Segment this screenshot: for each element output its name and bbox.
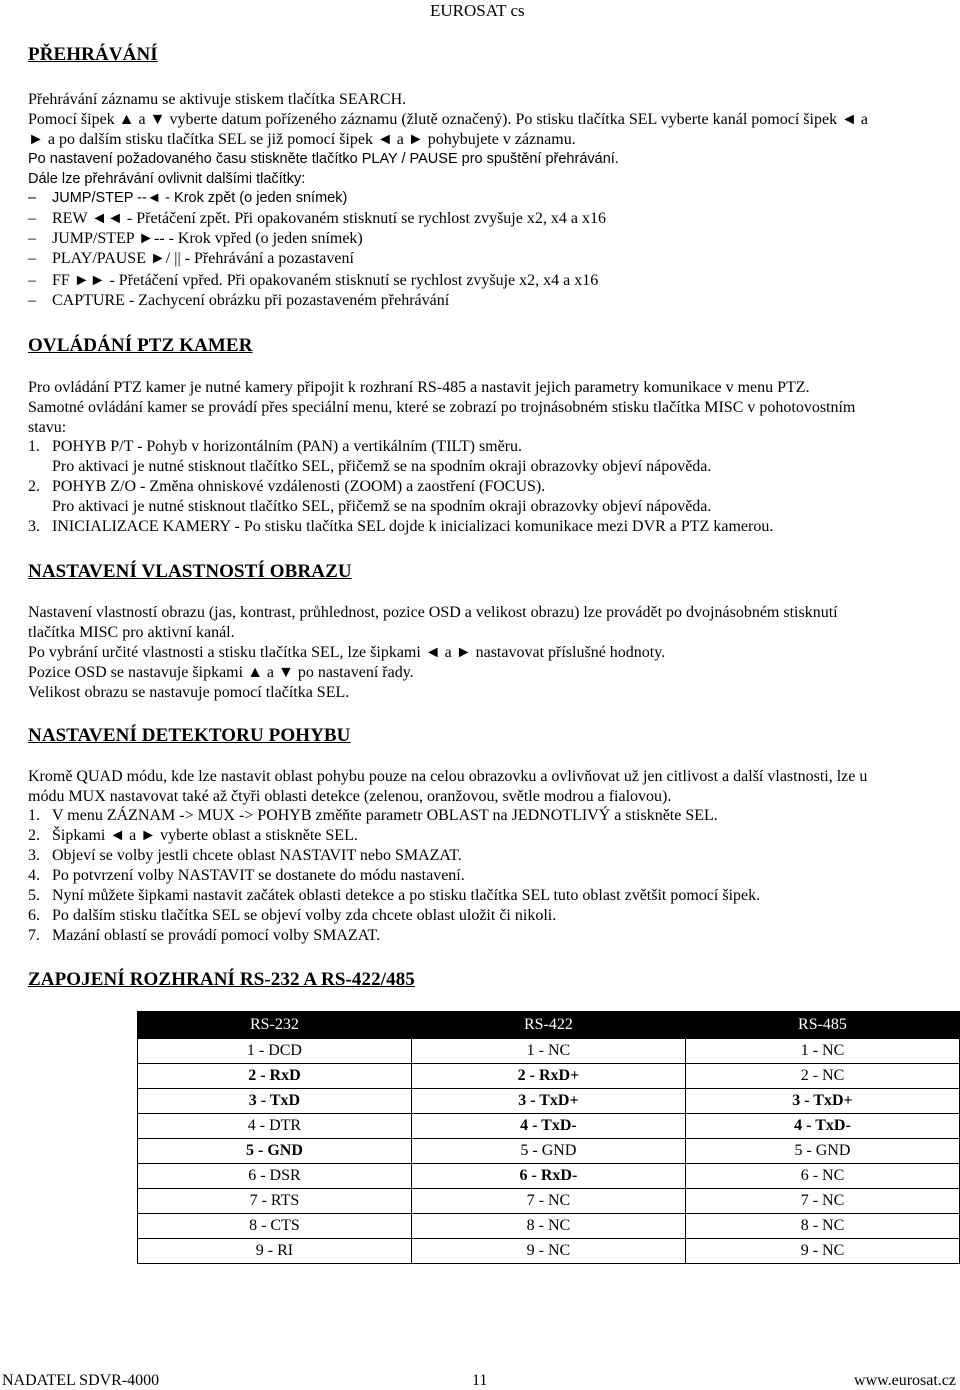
section-title-rs: ZAPOJENÍ ROZHRANÍ RS-232 A RS-422/485: [28, 969, 415, 990]
motion-step: 2. Šipkami ◄ a ► vyberte oblast a stiskněte SEL.: [28, 827, 358, 844]
table-cell: 1 - NC: [685, 1039, 959, 1064]
table-cell: 9 - NC: [411, 1239, 685, 1264]
ptz-item-3: 3. INICIALIZACE KAMERY - Po stisku tlačítka SEL dojde k inicializaci komunikace mezi DVR a PTZ kamerou.: [28, 518, 774, 535]
ptz-text-1: Pro ovládání PTZ kamer je nutné kamery připojit k rozhraní RS-485 a nastavit jejich parametry komunikace v menu PTZ.: [28, 379, 810, 396]
playback-item: – JUMP/STEP --◄ - Krok zpět (o jeden snímek): [28, 190, 348, 206]
table-cell: 5 - GND: [411, 1139, 685, 1164]
table-cell: 4 - DTR: [138, 1114, 412, 1139]
table-cell: 8 - NC: [411, 1214, 685, 1239]
image-text-2: tlačítka MISC pro aktivní kanál.: [28, 624, 235, 641]
column-header-rs232: RS-232: [138, 1012, 412, 1039]
ptz-item-2: 2. POHYB Z/O - Změna ohniskové vzdálenosti (ZOOM) a zaostření (FOCUS).: [28, 478, 546, 495]
table-cell: 1 - NC: [411, 1039, 685, 1064]
playback-item: – PLAY/PAUSE ►/ || - Přehrávání a pozastavení: [28, 250, 354, 267]
playback-item: – CAPTURE - Zachycení obrázku při pozastaveném přehrávání: [28, 292, 450, 309]
table-cell: 9 - RI: [138, 1239, 412, 1264]
table-header-row: [138, 1012, 960, 1039]
table-row: [138, 1139, 960, 1164]
table-cell: 3 - TxD+: [411, 1089, 685, 1114]
table-row: [138, 1089, 960, 1114]
table-cell: 7 - RTS: [138, 1189, 412, 1214]
table-row: [138, 1214, 960, 1239]
section-title-image: NASTAVENÍ VLASTNOSTÍ OBRAZU: [28, 561, 352, 582]
rs-pinout-table: [137, 1011, 960, 1264]
table-cell: 6 - DSR: [138, 1164, 412, 1189]
header-brand: EUROSAT cs: [430, 1, 525, 20]
table-cell: 6 - NC: [685, 1164, 959, 1189]
table-cell: 5 - GND: [685, 1139, 959, 1164]
table-row: [138, 1164, 960, 1189]
motion-step: 7. Mazání oblastí se provádí pomocí volby SMAZAT.: [28, 927, 381, 944]
ptz-item-1-note: Pro aktivaci je nutné stisknout tlačítko SEL, přičemž se na spodním okraji obrazovky objeví nápověda.: [52, 458, 712, 475]
table-cell: 8 - CTS: [138, 1214, 412, 1239]
table-row: [138, 1114, 960, 1139]
image-text-5: Velikost obrazu se nastavuje pomocí tlačítka SEL.: [28, 684, 350, 701]
footer-product: NADATEL SDVR-4000: [2, 1372, 160, 1389]
playback-text-4: Po nastavení požadovaného času stiskněte tlačítko PLAY / PAUSE pro spuštění přehrávání.: [28, 151, 619, 167]
table-cell: 3 - TxD: [138, 1089, 412, 1114]
ptz-text-2: Samotné ovládání kamer se provádí přes speciální menu, které se zobrazí po trojnásobném stisku tlačítka MISC v pohotovostním: [28, 399, 856, 416]
table-cell: 7 - NC: [411, 1189, 685, 1214]
column-header-rs422: RS-422: [411, 1012, 685, 1039]
table-cell: 2 - RxD: [138, 1064, 412, 1089]
playback-text-5: Dále lze přehrávání ovlivnit dalšími tlačítky:: [28, 171, 306, 187]
playback-text-1: Přehrávání záznamu se aktivuje stiskem tlačítka SEARCH.: [28, 91, 407, 108]
ptz-text-3: stavu:: [28, 419, 67, 436]
table-cell: 6 - RxD-: [411, 1164, 685, 1189]
table-cell: 1 - DCD: [138, 1039, 412, 1064]
section-title-motion: NASTAVENÍ DETEKTORU POHYBU: [28, 725, 351, 746]
table-cell: 4 - TxD-: [685, 1114, 959, 1139]
image-text-1: Nastavení vlastností obrazu (jas, kontrast, průhlednost, pozice OSD a velikost obrazu) lze provádět po dvojnásobném stisknutí: [28, 604, 838, 621]
playback-item: – JUMP/STEP ►-- - Krok vpřed (o jeden snímek): [28, 230, 363, 247]
section-title-ptz: OVLÁDÁNÍ PTZ KAMER: [28, 335, 253, 356]
column-header-rs485: RS-485: [685, 1012, 959, 1039]
table-cell: 7 - NC: [685, 1189, 959, 1214]
table-row: [138, 1039, 960, 1064]
playback-text-2: Pomocí šipek ▲ a ▼ vyberte datum pořízeného záznamu (žlutě označený). Po stisku tlačítka SEL vyberte kanál pomocí šipek ◄ a: [28, 111, 868, 128]
motion-text-2: módu MUX nastavovat také až čtyři oblasti detekce (zelenou, oranžovou, světle modrou a fialovou).: [28, 788, 672, 805]
table-row: [138, 1189, 960, 1214]
playback-item: – FF ►► - Přetáčení vpřed. Při opakovaném stisknutí se rychlost zvyšuje x2, x4 a x16: [28, 272, 599, 289]
motion-step: 3. Objeví se volby jestli chcete oblast NASTAVIT nebo SMAZAT.: [28, 847, 462, 864]
ptz-item-1: 1. POHYB P/T - Pohyb v horizontálním (PAN) a vertikálním (TILT) směru.: [28, 438, 523, 455]
table-cell: 2 - NC: [685, 1064, 959, 1089]
motion-step: 6. Po dalším stisku tlačítka SEL se objeví volby zda chcete oblast uložit či nikoli.: [28, 907, 557, 924]
motion-step: 5. Nyní můžete šipkami nastavit začátek oblasti detekce a po stisku tlačítka SEL tuto oblast zvětšit pomocí šipek.: [28, 887, 761, 904]
image-text-4: Pozice OSD se nastavuje šipkami ▲ a ▼ po nastavení řady.: [28, 664, 414, 681]
motion-text-1: Kromě QUAD módu, kde lze nastavit oblast pohybu pouze na celou obrazovku a ovlivňovat už jen citlivost a další vlastnosti, lze u: [28, 768, 868, 785]
section-title-playback: PŘEHRÁVÁNÍ: [28, 44, 158, 65]
table-cell: 8 - NC: [685, 1214, 959, 1239]
table-cell: 3 - TxD+: [685, 1089, 959, 1114]
motion-step: 1. V menu ZÁZNAM -> MUX -> POHYB změňte parametr OBLAST na JEDNOTLIVÝ a stiskněte SEL.: [28, 807, 718, 824]
table-cell: 5 - GND: [138, 1139, 412, 1164]
table-cell: 2 - RxD+: [411, 1064, 685, 1089]
footer-website: www.eurosat.cz: [853, 1372, 956, 1389]
image-text-3: Po vybrání určité vlastnosti a stisku tlačítka SEL, lze šipkami ◄ a ► nastavovat příslušné hodnoty.: [28, 644, 666, 661]
footer-page-number: 11: [472, 1372, 488, 1389]
table-cell: 4 - TxD-: [411, 1114, 685, 1139]
playback-item: – REW ◄◄ - Přetáčení zpět. Při opakovaném stisknutí se rychlost zvyšuje x2, x4 a x16: [28, 210, 606, 227]
table-row: [138, 1239, 960, 1264]
playback-text-3: ► a po dalším stisku tlačítka SEL se již pomocí šipek ◄ a ► pohybujete v záznamu.: [28, 131, 576, 148]
motion-step: 4. Po potvrzení volby NASTAVIT se dostanete do módu nastavení.: [28, 867, 465, 884]
table-cell: 9 - NC: [685, 1239, 959, 1264]
table-row: [138, 1064, 960, 1089]
ptz-item-2-note: Pro aktivaci je nutné stisknout tlačítko SEL, přičemž se na spodním okraji obrazovky objeví nápověda.: [52, 498, 712, 515]
